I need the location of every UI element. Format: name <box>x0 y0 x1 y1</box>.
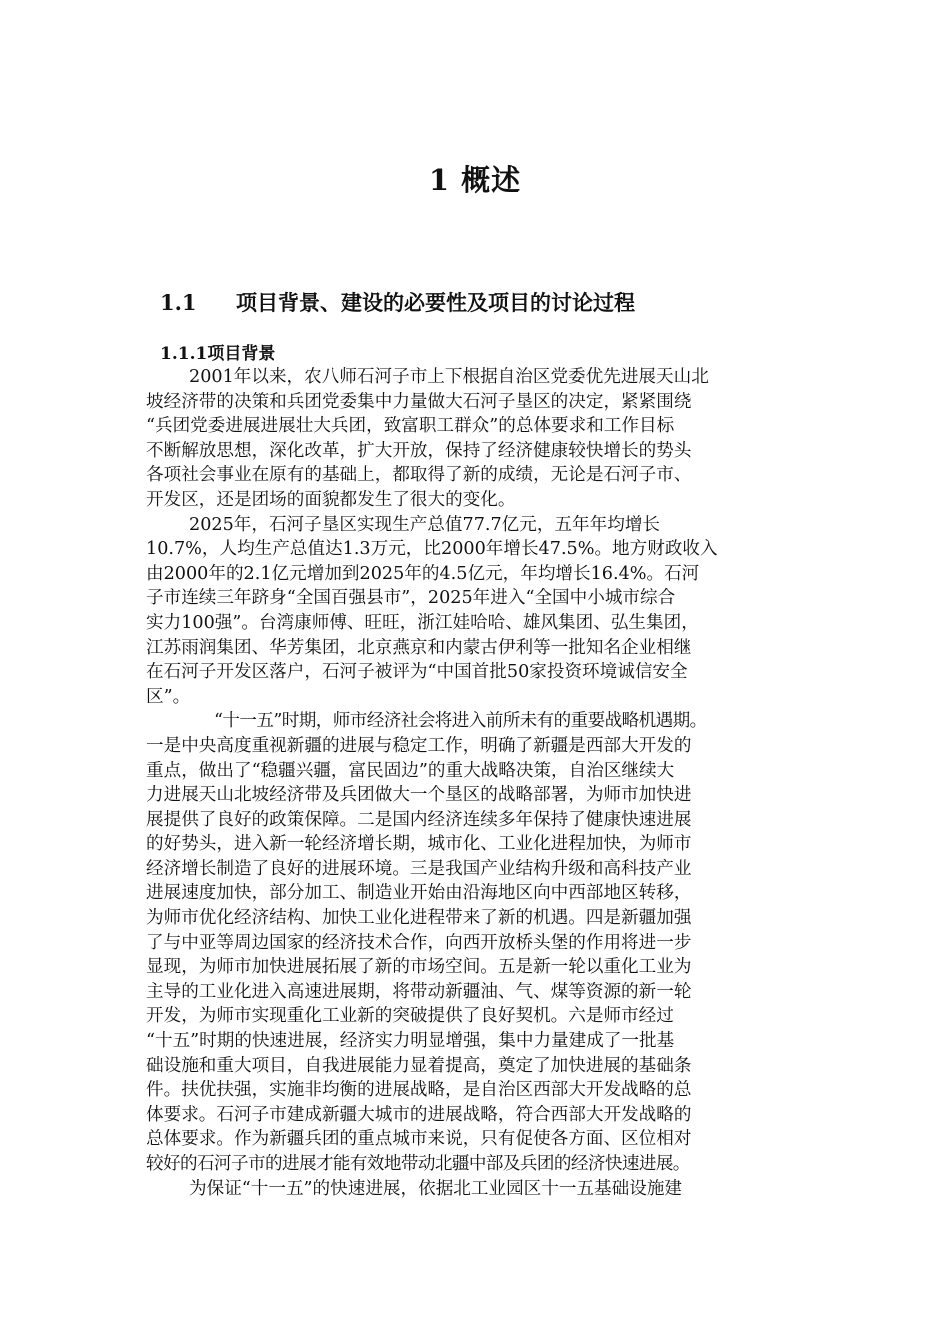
paragraph-line: 件。扶优扶强，实施非均衡的进展战略，是自治区西部大开发战略的总 <box>146 1080 692 1101</box>
paragraph-line: 为师市优化经济结构、加快工业化进程带来了新的机遇。四是新疆加强 <box>146 908 692 929</box>
paragraph-line: 的好势头，进入新一轮经济增长期，城市化、工业化进程加快，为师市 <box>146 834 692 855</box>
paragraph-line: 较好的石河子市的进展才能有效地带动北疆中部及兵团的经济快速进展。 <box>146 1154 690 1174</box>
paragraph-line: 2025年，石河子垦区实现生产总值77.7亿元，五年年均增长 <box>189 514 661 535</box>
section-title: 项目背景、建设的必要性及项目的讨论过程 <box>236 290 635 315</box>
paragraph-line: “十五”时期的快速进展，经济实力明显增强，集中力量建成了一批基 <box>146 1031 675 1052</box>
paragraph-line: 进展速度加快，部分加工、制造业开始由沿海地区向中西部地区转移， <box>146 883 692 904</box>
paragraph-line: 一是中央高度重视新疆的进展与稳定工作，明确了新疆是西部大开发的 <box>146 735 692 756</box>
paragraph-line: 坡经济带的决策和兵团党委集中力量做大石河子垦区的决定，紧紧围绕 <box>146 391 692 412</box>
paragraph-line: 由2000年的2.1亿元增加到2025年的4.5亿元，年均增长16.4%。石河 <box>146 563 700 584</box>
paragraph-line: 主导的工业化进入高速进展期，将带动新疆油、气、煤等资源的新一轮 <box>146 981 692 1002</box>
paragraph-line: 展提供了良好的政策保障。二是国内经济连续多年保持了健康快速进展 <box>146 809 692 830</box>
paragraph-line: 经济增长制造了良好的进展环境。三是我国产业结构升级和高科技产业 <box>146 858 692 879</box>
paragraph-line: 区”。 <box>146 686 191 707</box>
paragraph-line: 子市连续三年跻身“全国百强县市”，2025年进入“全国中小城市综合 <box>146 588 676 609</box>
paragraph-line: 开发，为师市实现重化工业新的突破提供了良好契机。六是师市经过 <box>146 1006 674 1027</box>
paragraph-line: 体要求。石河子市建成新疆大城市的进展战略，符合西部大开发战略的 <box>146 1104 692 1125</box>
chapter-title: 1 概述 <box>428 163 522 197</box>
paragraph-line: 力进展天山北坡经济带及兵团做大一个垦区的战略部署，为师市加快进 <box>146 785 692 806</box>
paragraph-line: “兵团党委进展进展壮大兵团，致富职工群众”的总体要求和工作目标 <box>146 416 675 437</box>
section-heading <box>160 287 635 319</box>
paragraph-line: 实力100强”。台湾康师傅、旺旺，浙江娃哈哈、雄风集团、弘生集团， <box>146 612 699 633</box>
paragraph-line: 开发区，还是团场的面貌都发生了很大的变化。 <box>146 489 516 510</box>
body-text <box>146 365 866 1201</box>
paragraph-line: 各项社会事业在原有的基础上，都取得了新的成绩，无论是石河子市、 <box>146 465 692 486</box>
paragraph-line: 显现，为师市加快进展拓展了新的市场空间。五是新一轮以重化工业为 <box>146 957 692 978</box>
paragraph-line: 在石河子开发区落户，石河子被评为“中国首批50家投资环境诚信安全 <box>146 662 688 683</box>
paragraph-line: 10.7%，人均生产总值达1.3万元，比2000年增长47.5%。地方财政收入 <box>146 539 718 560</box>
paragraph-line: “十一五”时期，师市经济社会将进入前所未有的重要战略机遇期。 <box>214 711 707 732</box>
paragraph-line: 江苏雨润集团、华芳集团，北京燕京和内蒙古伊利等一批知名企业相继 <box>146 637 692 658</box>
paragraph-line: 2001年以来，农八师石河子市上下根据自治区党委优先进展天山北 <box>189 367 709 387</box>
paragraph-line: 了与中亚等周边国家的经济技术合作，向西开放桥头堡的作用将进一步 <box>146 932 692 953</box>
paragraph-line: 总体要求。作为新疆兵团的重点城市来说，只有促使各方面、区位相对 <box>146 1129 692 1150</box>
section-number: 1.1 <box>160 290 197 315</box>
paragraph-line: 础设施和重大项目，自我进展能力显着提高，奠定了加快进展的基础条 <box>146 1055 692 1076</box>
paragraph-line: 不断解放思想，深化改革，扩大开放，保持了经济健康较快增长的势头 <box>146 440 692 461</box>
paragraph-line: 为保证“十一五”的快速进展，依据北工业园区十一五基础设施建 <box>189 1178 683 1199</box>
paragraph-line: 重点，做出了“稳疆兴疆，富民固边”的重大战略决策，自治区继续大 <box>146 760 675 781</box>
subsection-heading: 1.1.1项目背景 <box>160 344 276 364</box>
